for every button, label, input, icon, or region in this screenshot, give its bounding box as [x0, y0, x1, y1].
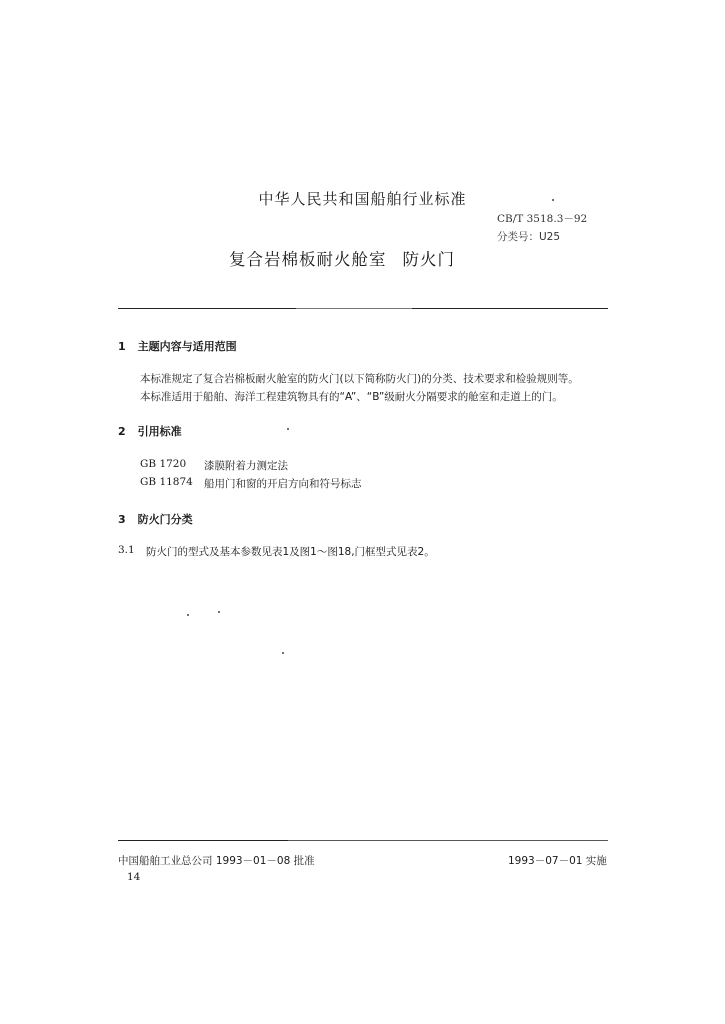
section-1-number: 1 [118, 340, 126, 353]
document-title-sub: 防火门 [402, 250, 455, 269]
document-title [229, 246, 455, 270]
section-1-paragraph-2: 本标准适用于船舶、海洋工程建筑物具有的“A”、“B”级耐火分隔要求的舱室和走道上的门。 [140, 391, 563, 403]
section-3-title: 防火门分类 [137, 513, 193, 526]
ref-title-2: 船用门和窗的开启方向和符号标志 [204, 478, 362, 490]
section-3-heading [118, 511, 193, 527]
scan-speck [287, 428, 289, 430]
document-title-main: 复合岩棉板耐火舱室 [229, 250, 387, 269]
page-number: 14 [127, 871, 141, 883]
section-1-paragraph-1: 本标准规定了复合岩棉板耐火舱室的防火门(以下简称防火门)的分类、技术要求和检验规则等。 [140, 373, 579, 385]
section-3-number: 3 [118, 513, 126, 526]
section-1-title: 主题内容与适用范围 [137, 340, 237, 353]
footer-rule-right [288, 840, 608, 841]
classification-number: 分类号：U25 [497, 231, 561, 243]
section-2-number: 2 [118, 425, 126, 438]
section-2-heading [118, 423, 182, 439]
ref-title-1: 漆膜附着力测定法 [204, 460, 288, 472]
implementation-date: 1993－07－01 实施 [508, 855, 607, 867]
scan-speck [187, 614, 189, 616]
standard-number: CB/T 3518.3－92 [497, 213, 588, 225]
scan-speck [282, 652, 284, 654]
industry-standard-heading: 中华人民共和国船舶行业标准 [258, 190, 467, 208]
footer-rule-left [118, 840, 288, 841]
scan-speck [552, 199, 554, 201]
header-rule-right [412, 308, 608, 309]
subsection-3-1-text: 防火门的型式及基本参数见表1及图1～图18,门框型式见表2。 [146, 546, 435, 558]
approval-info: 中国船舶工业总公司 1993－01－08 批准 [118, 855, 315, 867]
ref-code-1: GB 1720 [140, 458, 187, 470]
subsection-3-1-number: 3.1 [118, 544, 135, 556]
scan-speck [218, 611, 220, 613]
ref-code-2: GB 11874 [140, 476, 193, 488]
section-1-heading [118, 338, 237, 354]
header-rule-left [118, 308, 296, 309]
header-rule-mid [296, 308, 412, 309]
section-2-title: 引用标准 [137, 425, 182, 438]
